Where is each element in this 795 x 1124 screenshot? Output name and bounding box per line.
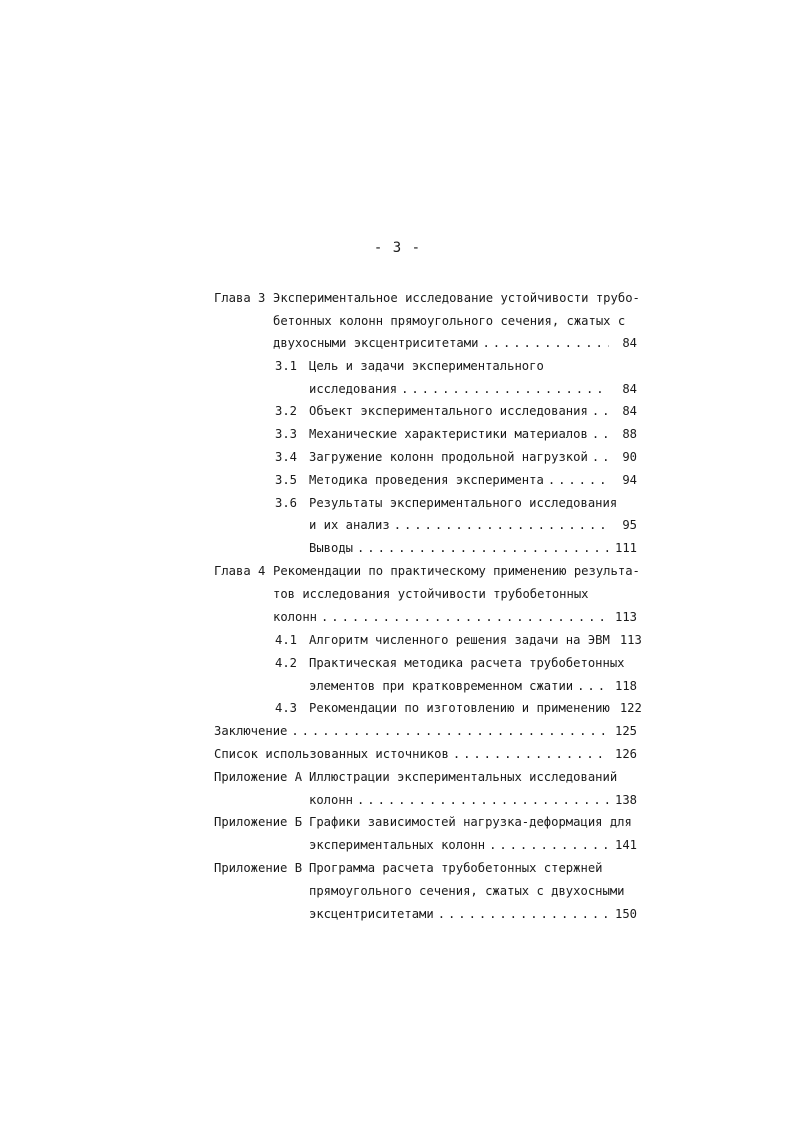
- page-ref: 84: [622, 336, 637, 350]
- section-3-6-number: 3.6: [275, 496, 298, 510]
- section-3-5-number: 3.5: [275, 473, 298, 487]
- page-ref: 141: [614, 838, 637, 852]
- page-ref: 113: [619, 633, 642, 647]
- dot-leader: [577, 676, 609, 696]
- chapter-4-title-line2: тов исследования устойчивости трубобетонных: [273, 587, 589, 601]
- page-ref: 95: [622, 518, 637, 532]
- section-3-2-number: 3.2: [275, 404, 298, 418]
- dot-leader: [357, 790, 609, 810]
- toc-entry-appendix-b[interactable]: экспериментальных колонн . . . 141: [309, 835, 637, 855]
- appendix-a-label: Приложение А: [214, 770, 303, 784]
- dot-leader: [592, 447, 609, 467]
- section-3-1-title-line1: Цель и задачи экспериментального: [309, 359, 544, 373]
- toc-entry-3-3[interactable]: Механические характеристики материалов . . . 88: [309, 424, 637, 444]
- dot-leader: [482, 333, 609, 353]
- dot-leader: [548, 470, 609, 490]
- page-ref: 111: [614, 541, 637, 555]
- section-3-1-number: 3.1: [275, 359, 298, 373]
- section-4-1-number: 4.1: [275, 633, 298, 647]
- dot-leader: [394, 515, 609, 535]
- appendix-c-title-line2: прямоугольного сечения, сжатых с двухосными: [309, 884, 625, 898]
- page-ref: 84: [622, 404, 637, 418]
- toc-entry-3-1[interactable]: исследования . . . 84: [309, 379, 637, 399]
- section-3-4-number: 3.4: [275, 450, 298, 464]
- page-ref: 90: [622, 450, 637, 464]
- dot-leader: [453, 744, 609, 764]
- toc-entry-chapter-3-conclusions[interactable]: Выводы . . . 111: [309, 538, 637, 558]
- toc-entry-conclusion[interactable]: Заключение . . . 125: [214, 721, 637, 741]
- page-ref: 94: [622, 473, 637, 487]
- dot-leader: [291, 721, 609, 741]
- toc-entry-chapter-4[interactable]: колонн . . . 113: [273, 607, 637, 627]
- toc-entry-appendix-c[interactable]: эксцентриситетами . . . 150: [309, 904, 637, 924]
- appendix-a-title-line1: Иллюстрации экспериментальных исследований: [309, 770, 618, 784]
- chapter-3-title-line2: бетонных колонн прямоугольного сечения, сжатых с: [273, 314, 626, 328]
- appendix-b-title-line1: Графики зависимостей нагрузка-деформация для: [309, 815, 632, 829]
- appendix-b-label: Приложение Б: [214, 815, 303, 829]
- dot-leader: [592, 401, 609, 421]
- section-3-3-number: 3.3: [275, 427, 298, 441]
- page-ref: 113: [614, 610, 637, 624]
- chapter-4-title-line1: Рекомендации по практическому применению результа-: [273, 564, 640, 578]
- page-ref: 88: [622, 427, 637, 441]
- page-ref: 150: [614, 907, 637, 921]
- toc-entry-3-6[interactable]: и их анализ . . . 95: [309, 515, 637, 535]
- page-ref: 84: [622, 382, 637, 396]
- section-4-2-number: 4.2: [275, 656, 298, 670]
- section-4-3-number: 4.3: [275, 701, 298, 715]
- toc-entry-3-2[interactable]: Объект экспериментального исследования . . . 84: [309, 401, 637, 421]
- dot-leader: [321, 607, 609, 627]
- dot-leader: [357, 538, 609, 558]
- dot-leader: [438, 904, 609, 924]
- toc-entry-appendix-a[interactable]: колонн . . . 138: [309, 790, 637, 810]
- chapter-4-label: Глава 4: [214, 564, 266, 578]
- appendix-c-label: Приложение В: [214, 861, 303, 875]
- page-ref: 118: [614, 679, 637, 693]
- page-ref: 125: [614, 724, 637, 738]
- dot-leader: [401, 379, 609, 399]
- toc-entry-4-1[interactable]: Алгоритм численного решения задачи на ЭВМ 113: [309, 630, 637, 650]
- section-3-6-title-line1: Результаты экспериментального исследования: [309, 496, 618, 510]
- toc-entry-4-3[interactable]: Рекомендации по изготовлению и применению 122: [309, 698, 637, 718]
- page-ref: 126: [614, 747, 637, 761]
- page-number: - 3 -: [373, 240, 422, 256]
- section-4-2-title-line1: Практическая методика расчета трубобетонных: [309, 656, 625, 670]
- toc-entry-3-5[interactable]: Методика проведения эксперимента . . . 94: [309, 470, 637, 490]
- chapter-3-label: Глава 3: [214, 291, 266, 305]
- dot-leader: [489, 835, 609, 855]
- appendix-c-title-line1: Программа расчета трубобетонных стержней: [309, 861, 603, 875]
- dot-leader: [592, 424, 609, 444]
- chapter-3-title-line1: Экспериментальное исследование устойчивости трубо-: [273, 291, 640, 305]
- toc-entry-4-2[interactable]: элементов при кратковременном сжатии . . . 118: [309, 676, 637, 696]
- page-ref: 122: [619, 701, 642, 715]
- toc-entry-chapter-3[interactable]: двухосными эксцентриситетами . . . 84: [273, 333, 637, 353]
- toc-entry-sources[interactable]: Список использованных источников . . . 126: [214, 744, 637, 764]
- page-ref: 138: [614, 793, 637, 807]
- toc-entry-3-4[interactable]: Загружение колонн продольной нагрузкой . . . 90: [309, 447, 637, 467]
